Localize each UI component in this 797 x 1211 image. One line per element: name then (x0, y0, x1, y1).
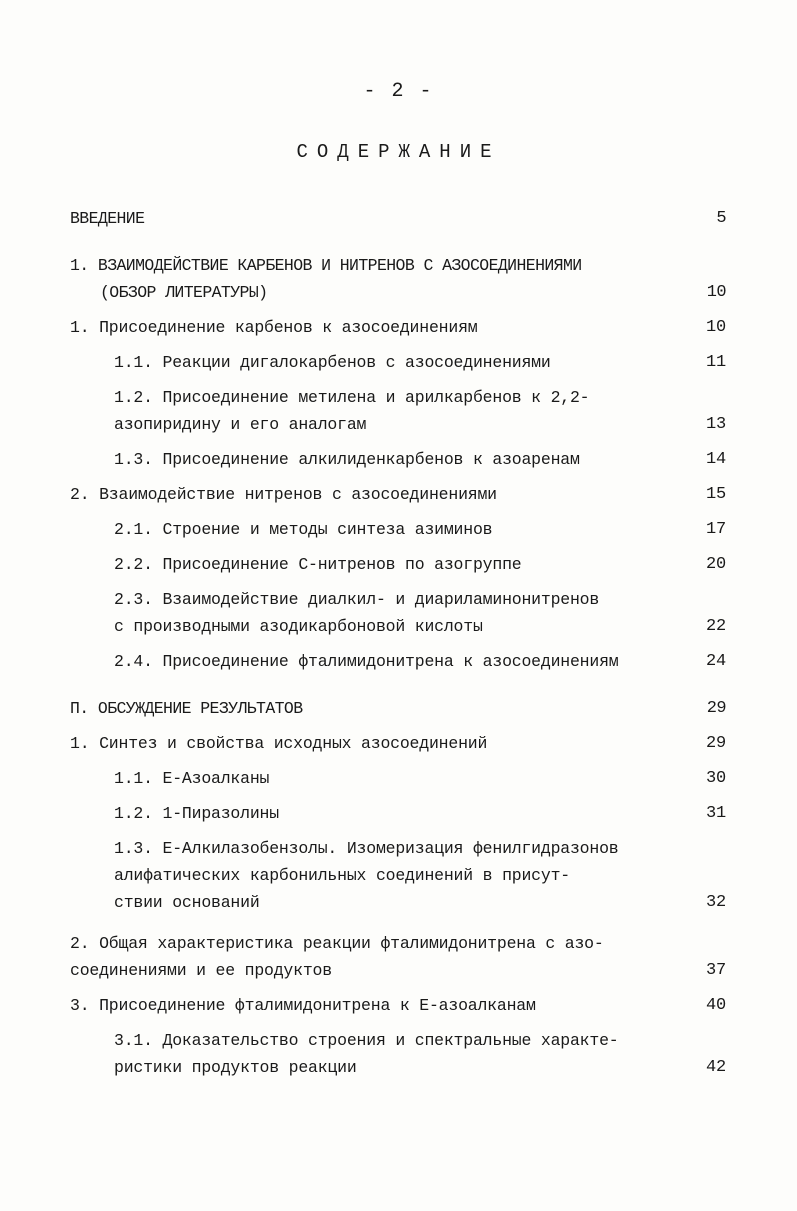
toc-entry-subsection-ii-1-3 (70, 835, 730, 916)
toc-entry-introduction (70, 205, 730, 232)
toc-entry-text: азопиридину и его аналогам (114, 415, 367, 434)
toc-entry-section-2 (70, 481, 730, 508)
toc-page-number: 11 (705, 353, 726, 372)
toc-entry-text: 1.1. Е-Азоалканы (114, 769, 270, 788)
toc-entry-subsection-ii-1-1 (70, 765, 730, 792)
toc-page-number: 13 (705, 415, 726, 434)
toc-entry-chapter-2 (70, 695, 730, 722)
toc-entry-text: соединениями и ее продуктов (70, 961, 332, 980)
toc-entry-text: 1. Присоединение карбенов к азосоединениям (70, 318, 478, 337)
toc-entry-section-ii-1 (70, 730, 730, 757)
toc-entry-text: ристики продуктов реакции (114, 1058, 357, 1077)
toc-page-number: 14 (705, 450, 726, 469)
toc-entry-text: 2.3. Взаимодействие диалкил- и диариламинонитренов (114, 590, 600, 609)
toc-entry-section-1 (70, 314, 730, 341)
toc-page-number: 40 (705, 996, 726, 1015)
toc-entry-text: 2.1. Строение и методы синтеза азиминов (114, 520, 493, 539)
toc-page-number: 15 (705, 485, 726, 504)
toc-entry-text: 3. Присоединение фталимидонитрена к Е-азоалканам (70, 996, 536, 1015)
toc-entry-subsection-1-3 (70, 446, 730, 473)
toc-entry-text: ствии оснований (114, 893, 260, 912)
toc-page-number: 37 (705, 961, 726, 980)
toc-entry-text: 3.1. Доказательство строения и спектральные характе- (114, 1031, 619, 1050)
toc-entry-subsection-1-2 (70, 384, 730, 438)
toc-entry-subsection-ii-3-1 (70, 1027, 730, 1081)
toc-page-number: 42 (705, 1058, 726, 1077)
toc-page-number: 29 (705, 734, 726, 753)
toc-page-number: 5 (716, 209, 726, 228)
toc-page-number: 22 (705, 617, 726, 636)
toc-entry-text: (ОБЗОР ЛИТЕРАТУРЫ) (100, 283, 268, 302)
toc-entry-text: алифатических карбонильных соединений в присут- (114, 866, 570, 885)
toc-entry-chapter-1 (70, 252, 730, 306)
toc-entry-text: 2.2. Присоединение С-нитренов по азогруппе (114, 555, 522, 574)
toc-entry-text: 2.4. Присоединение фталимидонитрена к азосоединениям (114, 652, 619, 671)
toc-page-number: 32 (705, 893, 726, 912)
toc-entry-text: с производными азодикарбоновой кислоты (114, 617, 483, 636)
toc-entry-subsection-ii-1-2 (70, 800, 730, 827)
toc-page-number: 20 (705, 555, 726, 574)
toc-entry-section-ii-2 (70, 930, 730, 984)
toc-entry-text: П. ОБСУЖДЕНИЕ РЕЗУЛЬТАТОВ (70, 699, 303, 718)
toc-page-number: 30 (705, 769, 726, 788)
toc-page-number: 17 (705, 520, 726, 539)
toc-page-number: 29 (706, 699, 726, 718)
toc-entry-text: 1.2. Присоединение метилена и арилкарбенов к 2,2- (114, 388, 590, 407)
toc-entry-subsection-1-1 (70, 349, 730, 376)
toc-entry-text: 1.2. 1-Пиразолины (114, 804, 279, 823)
toc-page-number: 10 (706, 283, 726, 302)
toc-entry-section-ii-3 (70, 992, 730, 1019)
toc-entry-subsection-2-4 (70, 648, 730, 675)
toc-entry-text: 2. Взаимодействие нитренов с азосоединениями (70, 485, 497, 504)
toc-entry-subsection-2-1 (70, 516, 730, 543)
toc-entry-text: 1.3. Присоединение алкилиденкарбенов к азоаренам (114, 450, 580, 469)
toc-entry-text: 2. Общая характеристика реакции фталимидонитрена с азо- (70, 934, 604, 953)
toc-entry-text: 1.3. Е-Алкилазобензолы. Изомеризация фенилгидразонов (114, 839, 619, 858)
toc-page-number: 31 (705, 804, 726, 823)
toc-entry-subsection-2-3 (70, 586, 730, 640)
toc-entry-text: ВВЕДЕНИЕ (70, 209, 145, 228)
table-of-contents (70, 205, 730, 1081)
toc-entry-text: 1. ВЗАИМОДЕЙСТВИЕ КАРБЕНОВ И НИТРЕНОВ С АЗОСОЕДИНЕНИЯМИ (70, 256, 582, 275)
toc-entry-subsection-2-2 (70, 551, 730, 578)
toc-page-number: 10 (705, 318, 726, 337)
toc-entry-text: 1.1. Реакции дигалокарбенов с азосоединениями (114, 353, 551, 372)
toc-entry-text: 1. Синтез и свойства исходных азосоединений (70, 734, 488, 753)
toc-page-number: 24 (705, 652, 726, 671)
page-number: - 2 - (363, 80, 434, 103)
toc-title: СОДЕРЖАНИЕ (296, 141, 501, 163)
